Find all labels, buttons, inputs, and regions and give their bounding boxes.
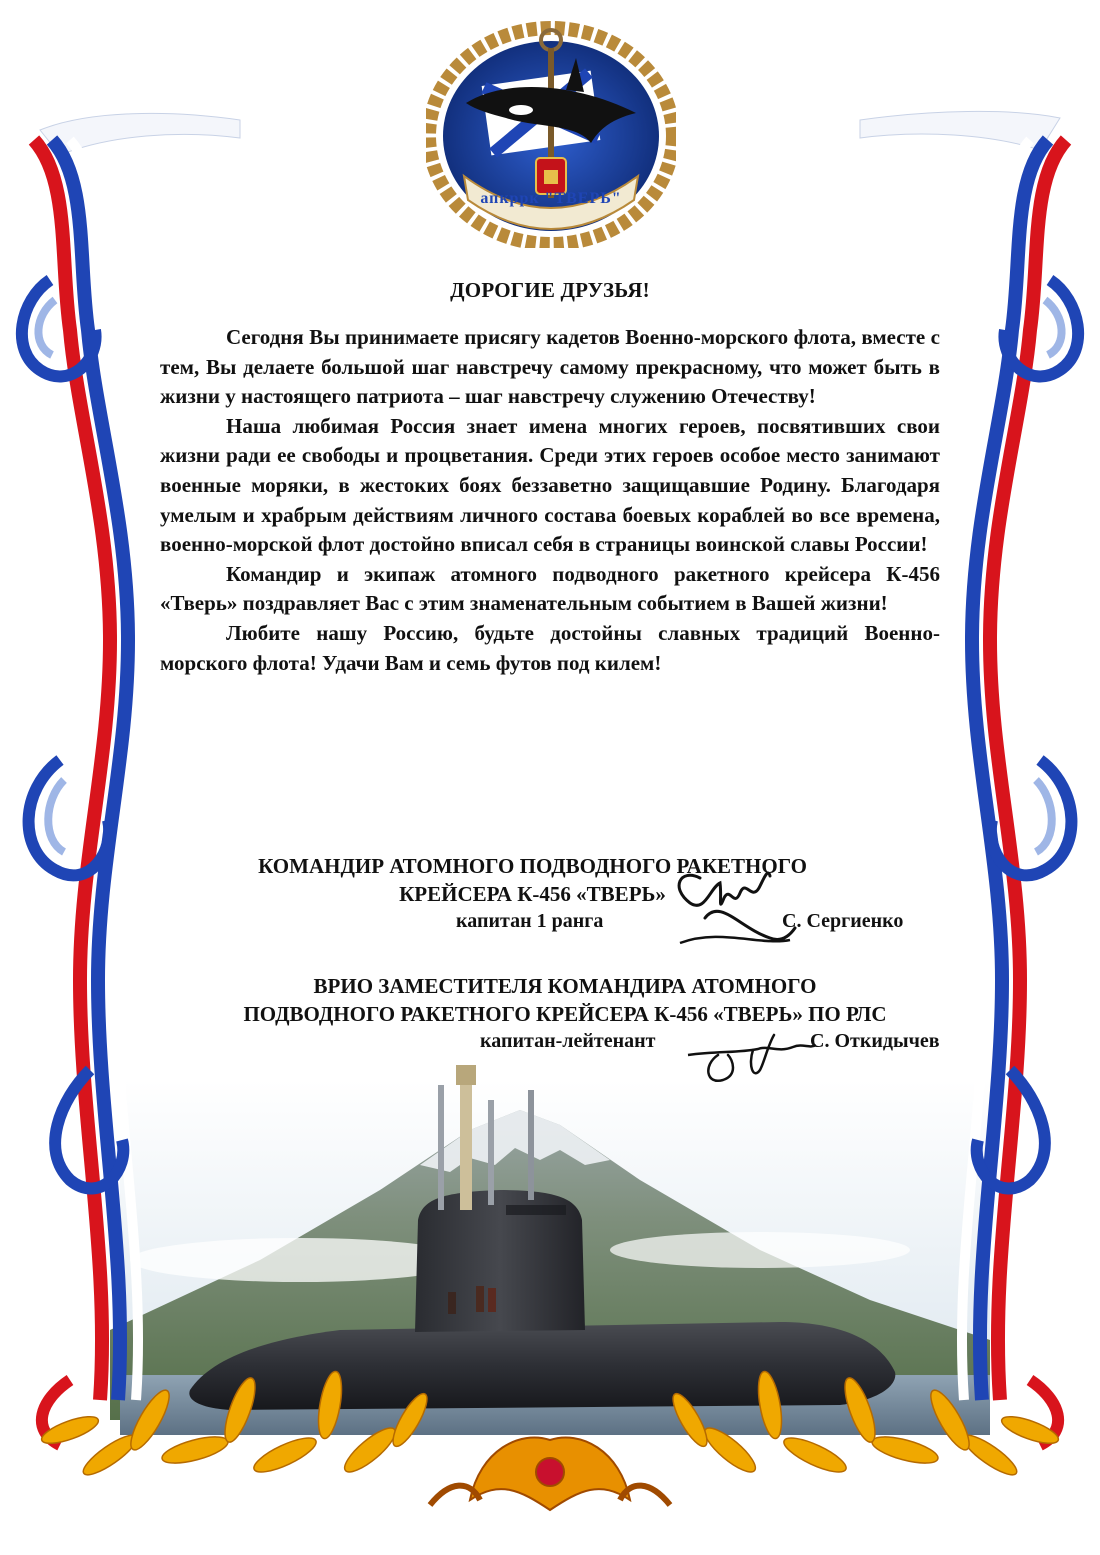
central-scroll-ornament bbox=[430, 1438, 670, 1511]
deputy-handwritten-signature bbox=[678, 1025, 818, 1095]
commander-name: С. Сергиенко bbox=[782, 910, 904, 932]
emblem bbox=[426, 18, 676, 248]
emblem-graphic bbox=[426, 18, 676, 248]
letter-body bbox=[160, 278, 940, 678]
emblem-ring-text: апкррк "ТВЕРЬ" bbox=[480, 190, 622, 207]
commander-handwritten-signature bbox=[660, 858, 800, 958]
paragraph-2: Наша любимая Россия знает имена многих героев, посвятивших свои жизни ради ее свободы и процветания. Среди этих героев особое место занимают военные моряки, в жестоких боях беззаветно защищавшие Родину. Благодаря умелым и храбрым действиям личного состава боевых кораблей во все времена, военно-морской флот достойно вписал себя в страницы воинской славы России! bbox=[160, 413, 940, 557]
deputy-signature-block bbox=[150, 972, 980, 1058]
commander-title-line-2: КРЕЙСЕРА К-456 «ТВЕРЬ» bbox=[399, 882, 666, 906]
deputy-title-line-2: ПОДВОДНОГО РАКЕТНОГО КРЕЙСЕРА К-456 «ТВЕРЬ» ПО РЛС bbox=[243, 1002, 887, 1026]
commander-title-line-1: КОМАНДИР АТОМНОГО ПОДВОДНОГО РАКЕТНОГО bbox=[258, 854, 807, 878]
paragraph-3: Командир и экипаж атомного подводного ракетного крейсера К-456 «Тверь» поздравляет Вас с этим знаменательным событием в Вашей жизни! bbox=[160, 561, 940, 616]
commander-rank: капитан 1 ранга bbox=[456, 910, 604, 932]
paragraph-1: Сегодня Вы принимаете присягу кадетов Военно-морского флота, вместе с тем, Вы делаете большой шаг навстречу самому прекрасному, что может быть в жизни у настоящего патриота – шаг навстречу служению Отечеству! bbox=[160, 325, 940, 409]
greeting-heading: ДОРОГИЕ ДРУЗЬЯ! bbox=[450, 278, 650, 302]
paragraph-4: Любите нашу Россию, будьте достойны славных традиций Военно-морского флота! Удачи Вам и семь футов под килем! bbox=[160, 620, 940, 675]
deputy-rank: капитан-лейтенант bbox=[480, 1030, 656, 1052]
deputy-title-line-1: ВРИО ЗАМЕСТИТЕЛЯ КОМАНДИРА АТОМНОГО bbox=[313, 974, 817, 998]
deputy-name: С. Откидычев bbox=[810, 1030, 940, 1052]
deputy-rank-name-line bbox=[150, 1028, 980, 1058]
